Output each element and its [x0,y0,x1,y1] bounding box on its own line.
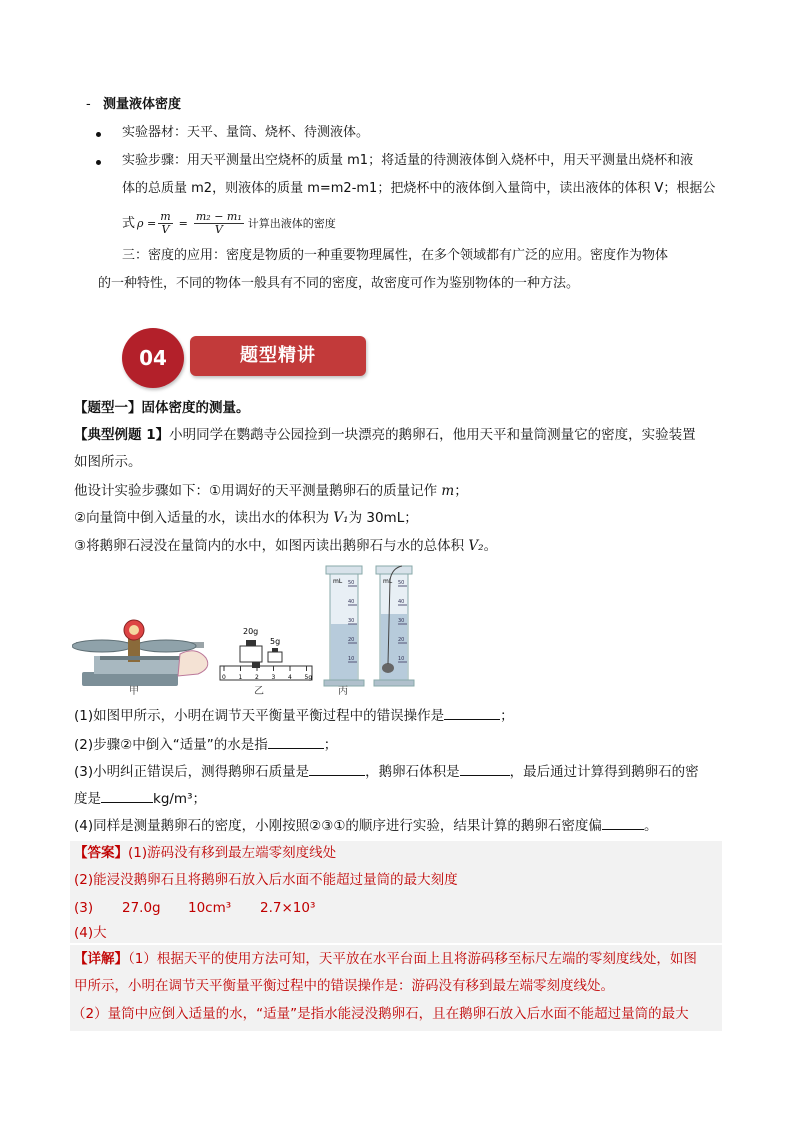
formula-denominator: V [214,223,223,236]
var-m: m [441,483,455,499]
detail-label: 【详解】 [74,951,128,967]
section-title-banner [190,336,366,376]
cylinder-unit-label: mL [333,578,343,585]
section-heading-liquid-density: 测量液体密度 [103,97,182,112]
question-4-text: (4)同样是测量鹅卵石的密度，小刚按照②③①的顺序进行实验，结果计算的鹅卵石密度偏 [74,818,602,834]
step-2 [74,508,418,528]
question-3-end: ； [192,791,206,807]
formula-rho: ρ = [137,216,157,230]
steps-line-2: 体的总质量 m2，则液体的质量 m=m2-m1；把烧杯中的液体倒入量筒中，读出液体的体积 V；根据公 [122,181,716,196]
example-line-2: 如图所示。 [74,454,142,470]
formula-line [122,211,336,236]
step-3-end: 。 [483,538,498,554]
answer-1-text: (1)游码没有移到最左端零刻度线处 [128,845,337,861]
question-1 [74,706,514,726]
var-v1: V₁ [333,510,349,526]
section-title: 题型精讲 [240,345,316,366]
cylinder-tick-label: 30 [348,618,355,624]
section-number: 04 [139,346,167,370]
section-number-badge [122,328,184,388]
balance-scale-illustration [72,620,208,686]
application-line-1: 三：密度的应用：密度是物质的一种重要物理属性，在多个领域都有广泛的应用。密度作为物体 [122,248,669,263]
question-2-text: (2)步骤②中倒入“适量”的水是指 [74,737,268,753]
formula-suffix: 计算出液体的密度 [247,216,336,230]
question-3-text: ，鹅卵石体积是 [365,764,460,780]
answer-3 [74,898,316,918]
application-line-2: 的一种特性，不同的物体一般具有不同的密度，故密度可作为鉴别物体的一种方法。 [98,276,580,291]
ruler-tick-label: 1 [238,674,243,681]
ruler-tick-label: 3 [271,674,276,681]
cylinder-tick-label: 10 [348,656,355,662]
steps-intro-end: ； [454,483,468,499]
question-3 [74,762,699,782]
answer-blank[interactable] [101,789,153,803]
figure-label-yi: 乙 [254,686,264,697]
answer-blank[interactable] [444,706,500,720]
list-marker: - [86,97,91,112]
materials-text: 实验器材：天平、量筒、烧杯、待测液体。 [122,125,370,140]
cylinder-tick-label: 10 [398,656,405,662]
cylinder-tick-label: 50 [348,580,355,586]
bullet-icon [96,160,101,165]
formula-denominator: V [161,223,170,236]
formula-equals: = [178,216,188,230]
problem-type-heading: 【题型一】固体密度的测量。 [74,400,250,416]
answer-2: (2)能浸没鹅卵石且将鹅卵石放入后水面不能超过量筒的最大刻度 [74,872,458,888]
answer-3-density: 2.7×10³ [260,900,316,916]
formula-fraction-diff [194,211,244,236]
answer-blank[interactable] [309,762,365,776]
answer-label: 【答案】 [74,845,128,861]
ruler-tick-label: 0 [222,674,226,681]
question-2 [74,735,337,755]
detail-text: （1）根据天平的使用方法可知，天平放在水平台面上且将游码移至标尺左端的零刻度线处，如图 [128,951,697,967]
question-1-end: ； [500,708,514,724]
question-3-text: 度是 [74,791,101,807]
figure-label-bing: 丙 [338,686,348,697]
example-label: 【典型例题 1】 [74,427,170,443]
detail-line-3: （2）量筒中应倒入适量的水，“适量”是指水能浸没鹅卵石，且在鹅卵石放入后水面不能超过量筒的最大 [72,1006,689,1022]
answer-1 [74,843,336,863]
question-2-end: ； [323,737,338,753]
ruler-tick-label: 4 [288,674,292,681]
step-2-text: ②向量筒中倒入适量的水，读出水的体积为 [74,510,334,526]
question-1-text: (1)如图甲所示，小明在调节天平衡量平衡过程中的错误操作是 [74,708,445,724]
example-line-1 [74,425,696,445]
question-3-text: ，最后通过计算得到鹅卵石的密 [509,764,699,780]
cylinder-unit-label: mL [383,578,393,585]
steps-intro [74,481,468,501]
formula-numerator: m₂ − m₁ [195,210,242,223]
experiment-figure [72,560,434,698]
cylinder-tick-label: 30 [398,618,405,624]
question-3-text: (3)小明纠正错误后，测得鹅卵石质量是 [74,764,310,780]
weight-20g-label: 20g [243,627,259,636]
bullet-icon [96,132,101,137]
formula-numerator: m [160,210,171,223]
steps-line-1: 实验步骤：用天平测量出空烧杯的质量 m1；将适量的待测液体倒入烧杯中，用天平测量出烧杯和液 [122,153,694,168]
cylinder-tick-label: 40 [348,599,355,605]
answer-3-volume: 10cm³ [188,900,232,916]
steps-intro-text: 他设计实验步骤如下：①用调好的天平测量鹅卵石的质量记作 [74,483,442,499]
question-4-end: 。 [643,818,658,834]
answer-blank[interactable] [268,735,324,749]
answer-3-label: (3) [74,900,94,916]
step-3 [74,536,497,556]
detail-line-2: 甲所示，小明在调节天平衡量平衡过程中的错误操作是：游码没有移到最左端零刻度线处。 [74,978,614,994]
cylinder-tick-label: 20 [398,637,405,643]
answer-blank[interactable] [602,816,644,830]
cylinder-tick-label: 20 [348,637,355,643]
formula-prefix: 式 [122,215,136,231]
step-2-end: 为 30mL； [348,510,418,526]
ruler-tick-label: 2 [255,674,259,681]
var-v2: V₂ [468,538,484,554]
weight-5g-label: 5g [270,637,281,646]
formula-fraction-m-over-v [158,211,172,236]
ruler-tick-label: 5g [304,674,313,681]
weights-and-ruler-illustration [220,627,312,681]
detail-line-1 [74,949,697,969]
graduated-cylinders-illustration [324,566,414,686]
question-3-unit: kg/m³ [153,791,193,807]
answer-4: (4)大 [74,925,107,941]
answer-blank[interactable] [460,762,510,776]
example-text: 小明同学在鹦鹉寺公园捡到一块漂亮的鹅卵石，他用天平和量筒测量它的密度，实验装置 [169,427,696,443]
step-3-text: ③将鹅卵石浸没在量筒内的水中，如图丙读出鹅卵石与水的总体积 [74,538,469,554]
answer-3-mass: 27.0g [122,900,161,916]
question-4 [74,816,657,836]
figure-label-jia: 甲 [129,686,139,697]
cylinder-tick-label: 40 [398,599,405,605]
question-3-cont [74,789,206,809]
cylinder-tick-label: 50 [398,580,405,586]
